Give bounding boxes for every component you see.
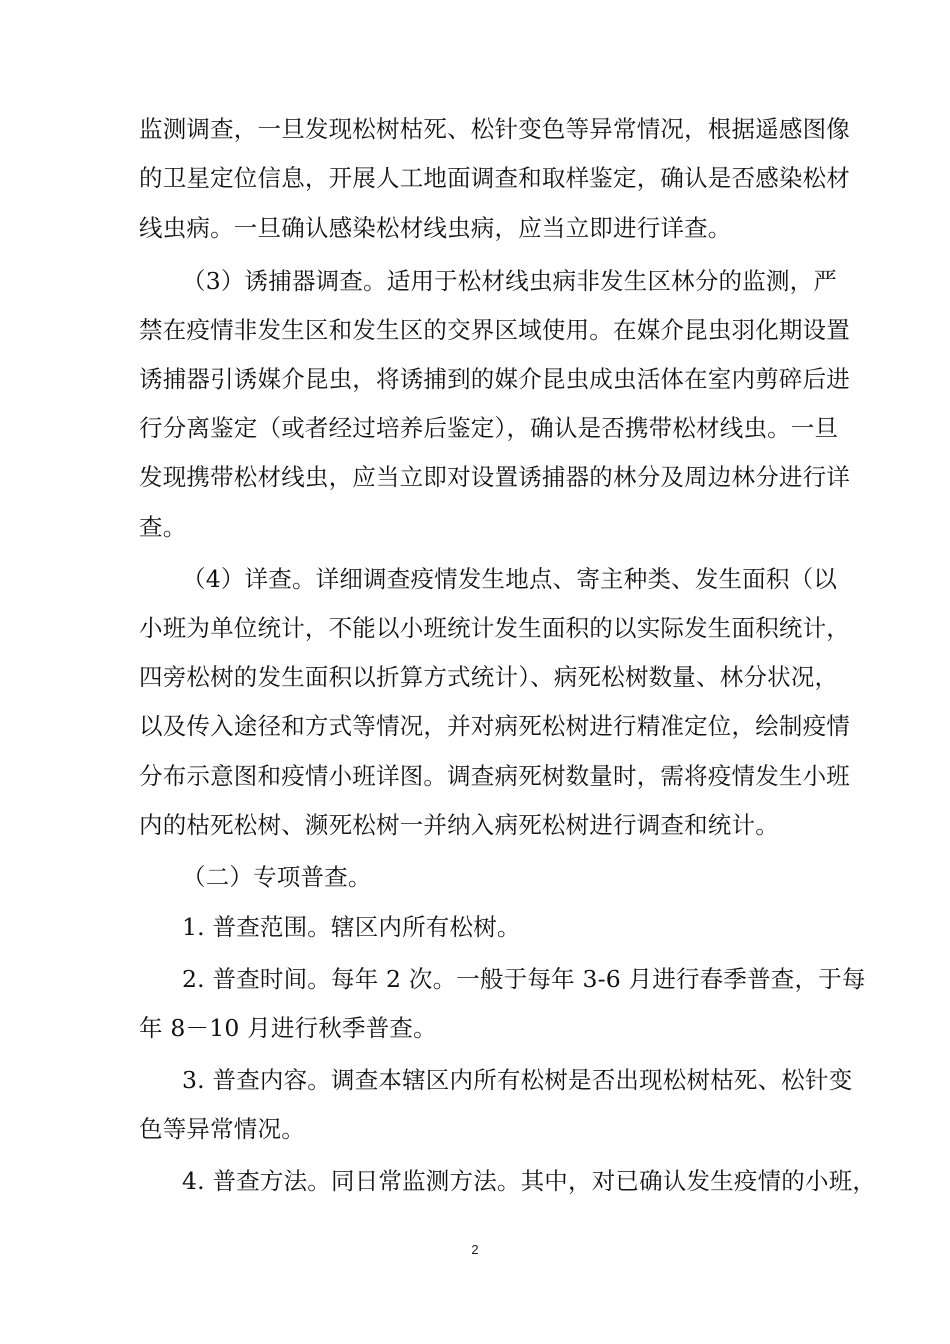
text-line: 3. 普查内容。调查本辖区内所有松树是否出现松树枯死、松针变 xyxy=(182,1066,853,1094)
text-line: 诱捕器引诱媒介昆虫，将诱捕到的媒介昆虫成虫活体在室内剪碎后进 xyxy=(139,365,850,393)
text-line: 的卫星定位信息，开展人工地面调查和取样鉴定，确认是否感染松材 xyxy=(139,164,850,192)
text-line: 禁在疫情非发生区和发生区的交界区域使用。在媒介昆虫羽化期设置 xyxy=(139,316,850,344)
text-line: （4）详查。详细调查疫情发生地点、寄主种类、发生面积（以 xyxy=(182,565,838,593)
text-line: 4. 普查方法。同日常监测方法。其中，对已确认发生疫情的小班， xyxy=(182,1167,877,1195)
text-line: 色等异常情况。 xyxy=(139,1115,305,1143)
text-line: 线虫病。一旦确认感染松材线虫病，应当立即进行详查。 xyxy=(139,214,732,242)
section-heading: （二）专项普查。 xyxy=(182,863,372,891)
text-line: 年 8－10 月进行秋季普查。 xyxy=(139,1014,437,1042)
page-number: 2 xyxy=(471,1242,479,1257)
text-line: 小班为单位统计，不能以小班统计发生面积的以实际发生面积统计， xyxy=(139,614,850,642)
text-line: 监测调查，一旦发现松树枯死、松针变色等异常情况，根据遥感图像 xyxy=(139,115,850,143)
text-line: 2. 普查时间。每年 2 次。一般于每年 3-6 月进行春季普查，于每 xyxy=(182,965,866,993)
text-line: （3）诱捕器调查。适用于松材线虫病非发生区林分的监测，严 xyxy=(182,267,838,295)
text-line: 以及传入途径和方式等情况，并对病死松树进行精准定位，绘制疫情 xyxy=(139,712,850,740)
text-line: 发现携带松材线虫，应当立即对设置诱捕器的林分及周边林分进行详 xyxy=(139,463,850,491)
text-line: 内的枯死松树、濒死松树一并纳入病死松树进行调查和统计。 xyxy=(139,811,779,839)
text-line: 行分离鉴定（或者经过培养后鉴定），确认是否携带松材线虫。一旦 xyxy=(139,414,839,442)
text-line: 查。 xyxy=(139,513,187,541)
text-line: 1. 普查范围。辖区内所有松树。 xyxy=(182,913,521,941)
text-line: 四旁松树的发生面积以折算方式统计）、病死松树数量、林分状况， xyxy=(139,663,839,691)
text-line: 分布示意图和疫情小班详图。调查病死树数量时，需将疫情发生小班 xyxy=(139,762,850,790)
